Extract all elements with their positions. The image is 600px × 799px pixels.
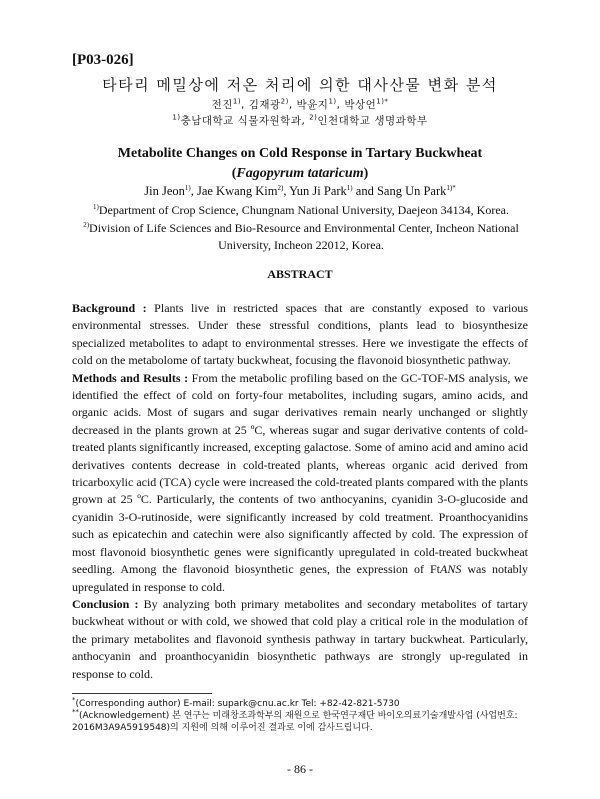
background-paragraph: Background : Plants live in restricted spaces that are constantly exposed to various environmental stresses. Under these stressful conditions, plants lead to biosynthesize specialized metabolites to adapt to environmental stresses. Here we investigate the effects of cold on the metabolome of tartaty buckwheat, focusing the flavonoid biosynthetic pathway.	[72, 301, 528, 368]
footnote-acknowledgement: **(Acknowledgement) 본 연구는 미래창조과학부의 재원으로 한국연구재단 바이오의료기술개발사업 (사업번호: 2016M3A9A5919548)의 지원에 의해 이루어진 결과로 이에 감사드립니다.	[72, 708, 518, 733]
conclusion-paragraph: Conclusion : By analyzing both primary metabolites and secondary metabolites of tartary buckwheat without or with cold, we showed that cold play a critical role in the modulation of the primary metabolites and flavonoid synthesis pathway in tartary buckwheat. Particularly, anthocyanin and proanthocyanidin biosynthetic pathways are strongly up-regulated in response to cold.	[72, 596, 528, 681]
footnote-divider	[72, 693, 212, 694]
english-authors: Jin Jeon$^{1)}$, Jae Kwang Kim$^{2)}$, Yun Ji Park$^{1)}$ and Sang Un Park$^{1)*}$	[144, 183, 456, 198]
poster-code: [P03-026]	[72, 52, 134, 68]
abstract-heading: ABSTRACT	[267, 267, 333, 281]
footnotes	[72, 698, 532, 734]
footnote-corresponding: *(Corresponding author) E-mail: supark@cnu.ac.kr Tel: +82-42-821-5730	[72, 696, 400, 709]
abstract-body	[72, 300, 528, 683]
affiliation-1: $^{1)}$Department of Crop Science, Chungnam National University, Daejeon 34134, Korea.	[93, 203, 509, 217]
methods-paragraph: Methods and Results : From the metabolic profiling based on the GC-TOF-MS analysis, we identified the effect of cold on forty-four metabolites, including sugars, amino acids, and organic acids. Most of sugars and sugar derivatives remain nearly unchanged or slightly decreased in the plants grown at 25 ºC, whereas sugar and sugar derivative contents of cold-treated plants significantly increased, excepting galactose. Some of amino acid and amino acid derivatives contents decrease in cold-treated plants, whereas organic acid derived from tricarboxylic acid (TCA) cycle were increased the cold-treated plants compared with the plants grown at 25 ºC. Particularly, the contents of two anthocyanins, cyanidin 3-O-glucoside and cyanidin 3-O-rutinoside, were significantly increased by cold treatment. Proanthocyanidins such as epicatechin and catechin were also significantly affected by cold. The expression of most flavonoid biosynthetic genes were significantly upregulated in cold-treated buckwheat seedling. Among the flavonoid biosynthetic genes, the expression of FtANS was notably upregulated in response to cold.	[72, 370, 528, 594]
species-subtitle: (Fagopyrum tataricum)	[231, 166, 369, 181]
page-number: - 86 -	[287, 762, 313, 776]
english-title: Metabolite Changes on Cold Response in Tartary Buckwheat	[117, 146, 483, 161]
korean-title: 타타리 메밀상에 저온 처리에 의한 대사산물 변화 분석	[102, 76, 498, 94]
affiliation-2: $^{2)}$Division of Life Sciences and Bio-Resource and Environmental Center, Incheon National University, Incheon 22012, Korea.	[83, 221, 519, 252]
korean-authors: 전진$^{1)}$, 김재광$^{2)}$, 박윤지$^{1)}$, 박상언$^{1)*}$	[211, 97, 389, 111]
korean-affiliation: $^{1)}$충남대학교 식물자원학과, $^{2)}$인천대학교 생명과학부	[172, 113, 428, 127]
